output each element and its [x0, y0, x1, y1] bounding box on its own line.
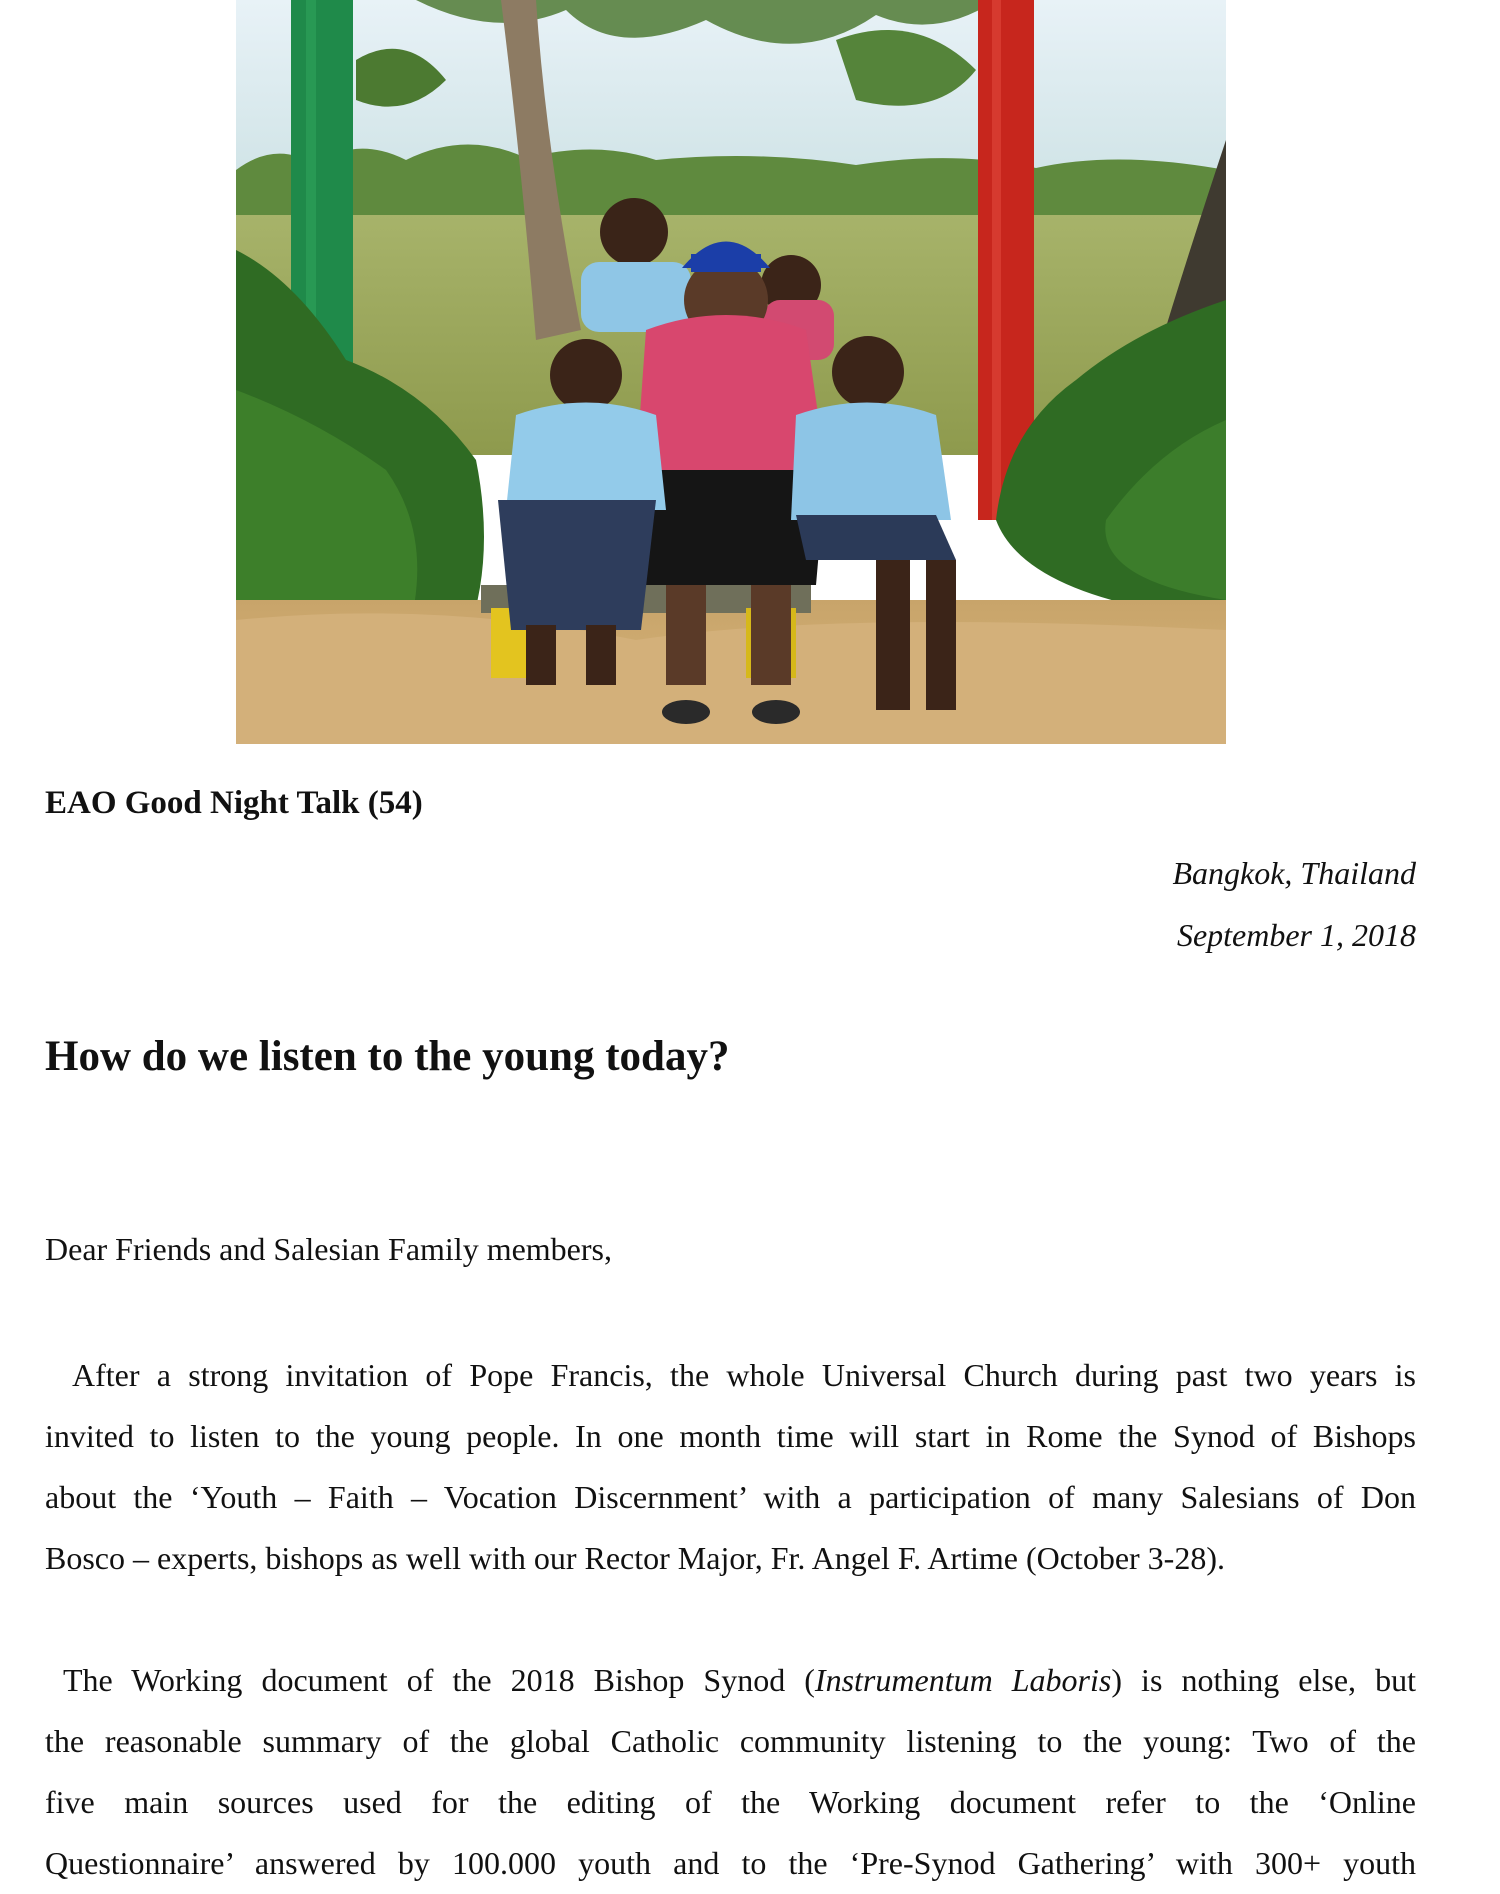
group-photo	[236, 0, 1226, 744]
salutation: Dear Friends and Salesian Family members,	[45, 1231, 612, 1267]
paragraph-1-line: invited to listen to the young people. In one month time will start in Rome the Synod of Bishops	[45, 1418, 1416, 1454]
place-date	[1172, 842, 1416, 966]
paragraph-2	[45, 1650, 1416, 1894]
paragraph-2-line: five main sources used for the editing of the Working document refer to the ‘Online	[45, 1784, 1416, 1820]
photo-group-icon	[236, 0, 1226, 744]
paragraph-2-line: Questionnaire’ answered by 100.000 youth and to the ‘Pre-Synod Gathering’ with 300+ youth	[45, 1845, 1416, 1881]
paragraph-1-line: Bosco – experts, bishops as well with our Rector Major, Fr. Angel F. Artime (October 3-28).	[45, 1540, 1225, 1576]
paragraph-1-line: After a strong invitation of Pope Francis, the whole Universal Church during past two years is	[72, 1357, 1416, 1393]
series-title: EAO Good Night Talk (54)	[45, 785, 423, 821]
document-name-italic: Instrumentum Laboris	[814, 1662, 1112, 1698]
paragraph-2-text: ) is nothing else, but	[1111, 1662, 1416, 1698]
paragraph-1-line: about the ‘Youth – Faith – Vocation Discernment’ with a participation of many Salesians of Don	[45, 1479, 1416, 1515]
page-title: How do we listen to the young today?	[45, 1033, 730, 1080]
paragraph-2-line: the reasonable summary of the global Catholic community listening to the young: Two of the	[45, 1723, 1416, 1759]
paragraph-2-text: The Working document of the 2018 Bishop Synod (	[63, 1662, 815, 1698]
paragraph-2-line	[45, 1650, 1416, 1711]
place: Bangkok, Thailand	[1172, 855, 1416, 891]
date: September 1, 2018	[1176, 917, 1416, 953]
paragraph-1	[45, 1345, 1416, 1589]
